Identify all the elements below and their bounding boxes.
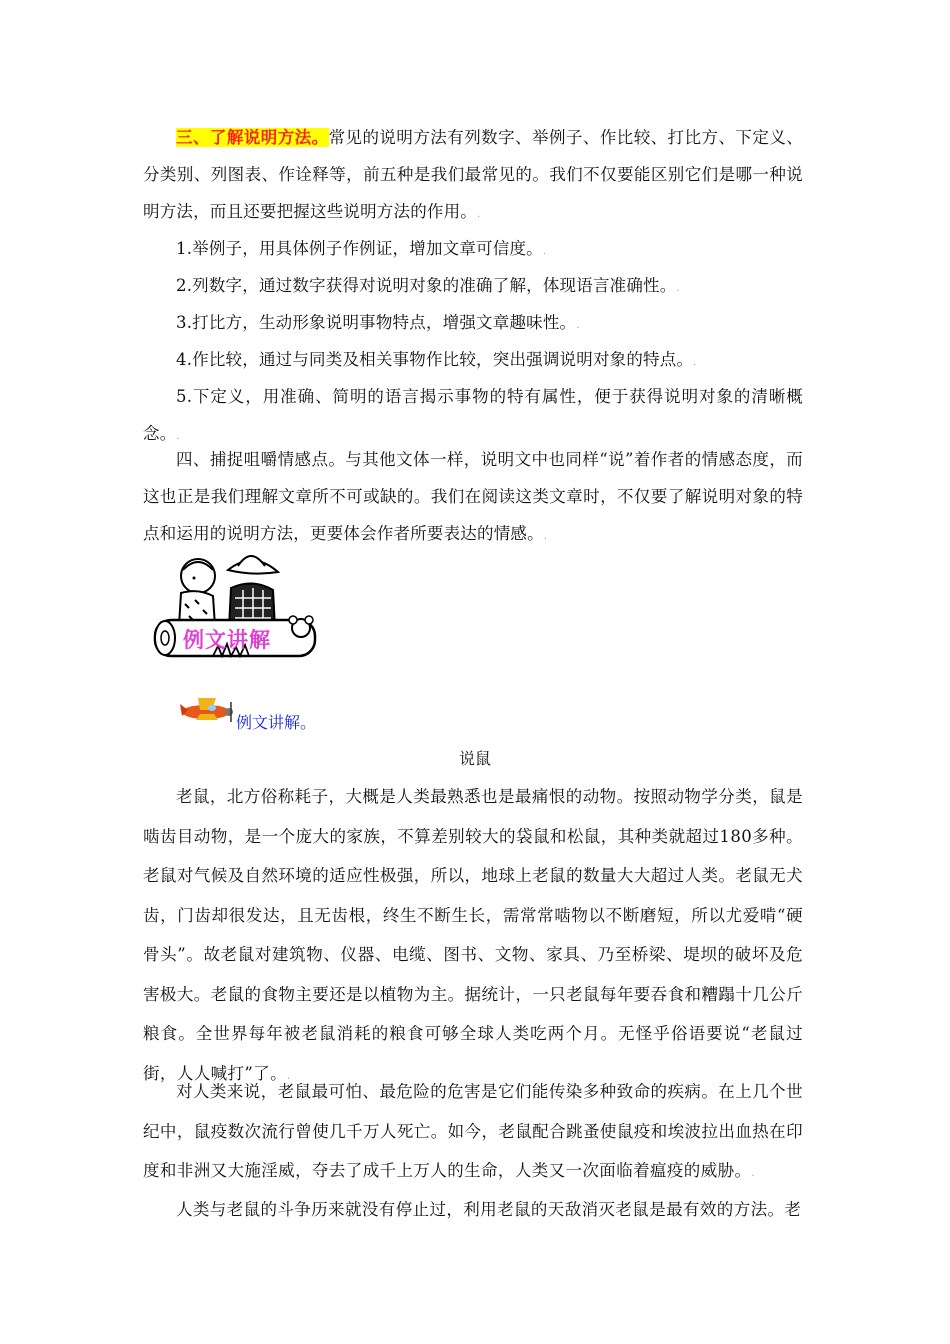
method-3: 3.打比方，生动形象说明事物特点，增强文章趣味性。. bbox=[176, 313, 580, 332]
article-paragraph-1: 老鼠，北方俗称耗子，大概是人类最熟悉也是最痛恨的动物。按照动物学分类，鼠是啮齿目动物，是一个庞大的家族，不算差别较大的袋鼠和松鼠，其种类就超过180多种。老鼠对气候及自然环境的适应性极强，所以，地球上老鼠的数量大大超过人类。老鼠无犬齿，门齿却很发达，且无齿根，终生不断生长，需常常啮物以不断磨短，所以尤爱啃“硬骨头”。故老鼠对建筑物、仪器、电缆、图书、文物、家具、乃至桥梁、堤坝的破坏及危害极大。老鼠的食物主要还是以植物为主。据统计，一只老鼠每年要吞食和糟蹋十几公斤粮食。全世界每年被老鼠消耗的粮食可够全球人类吃两个月。无怪乎俗语要说“老鼠过街，人人喊打”了。. bbox=[143, 787, 803, 1083]
method-2: 2.列数字，通过数字获得对说明对象的准确了解，体现语言准确性。. bbox=[176, 276, 680, 295]
method-5: 5.下定义，用准确、简明的语言揭示事物的特有属性，便于获得说明对象的清晰概念。. bbox=[143, 387, 803, 443]
banner-label: 例文讲解 bbox=[183, 628, 271, 652]
method-1: 1.举例子，用具体例子作例证，增加文章可信度。. bbox=[176, 239, 547, 258]
section3-heading: 三、了解说明方法。 bbox=[176, 128, 329, 147]
section3-paragraph: 三、了解说明方法。常见的说明方法有列数字、举例子、作比较、打比方、下定义、分类别、列图表、作诠释等，前五种是我们最常见的。我们不仅要能区别它们是哪一种说明方法，而且还要把握这些说明方法的作用。. bbox=[143, 128, 803, 221]
section4-paragraph: 四、捕捉咀嚼情感点。与其他文体一样，说明文中也同样“说”着作者的情感态度，而这也正是我们理解文章所不可或缺的。我们在阅读这类文章时，不仅要了解说明对象的特点和运用的说明方法，更要体会作者所要表达的情感。. bbox=[143, 450, 803, 543]
article-title: 说鼠 bbox=[458, 749, 491, 768]
article-paragraph-3: 人类与老鼠的斗争历来就没有停止过，利用老鼠的天敌消灭老鼠是最有效的方法。老 bbox=[176, 1200, 802, 1219]
example-banner-illustration bbox=[143, 548, 318, 668]
section3-text: 常见的说明方法有列数字、举例子、作比较、打比方、下定义、分类别、列图表、作诠释等，前五种是我们最常见的。我们不仅要能区别它们是哪一种说明方法，而且还要把握这些说明方法的作用。 bbox=[143, 128, 803, 221]
airplane-icon bbox=[176, 690, 234, 730]
example-section-label: 例文讲解。 bbox=[236, 713, 317, 732]
method-4: 4.作比较，通过与同类及相关事物作比较，突出强调说明对象的特点。. bbox=[176, 350, 697, 369]
example-section-marker bbox=[176, 690, 317, 732]
article-paragraph-2: 对人类来说，老鼠最可怕、最危险的危害是它们能传染多种致命的疾病。在上几个世纪中，鼠疫数次流行曾使几千万人死亡。如今，老鼠配合跳蚤使鼠疫和埃波拉出血热在印度和非洲又大施淫威，夺去了成千上万人的生命，人类又一次面临着瘟疫的威胁。. bbox=[143, 1082, 803, 1180]
